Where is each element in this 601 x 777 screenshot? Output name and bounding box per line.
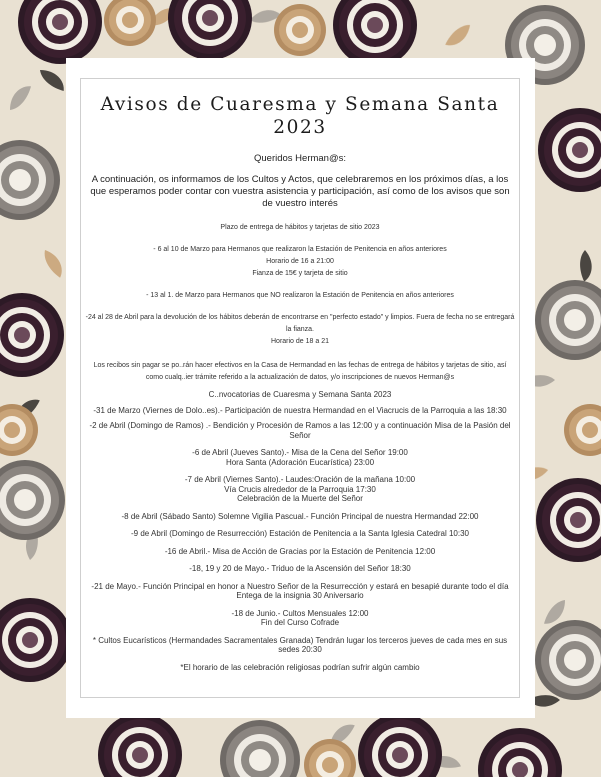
event-line: Celebración de la Muerte del Señor <box>237 494 363 503</box>
event-item <box>83 406 517 416</box>
habits-heading: Plazo de entrega de hábitos y tarjetas de sitio 2023 <box>220 224 380 231</box>
event-line: * Cultos Eucarísticos (Hermandades Sacramentales Granada) Tendrán lugar los terceros jueves de cada mes en sus sedes 20:30 <box>92 635 508 654</box>
event-line: -16 de Abril.- Misa de Acción de Gracias por la Estación de Penitencia 12:00 <box>164 546 436 556</box>
notice-card <box>66 58 535 718</box>
event-line: Fin del Curso Cofrade <box>260 618 340 627</box>
event-item <box>83 609 517 628</box>
intro-paragraph: A continuación, os informamos de los Cultos y Actos, que celebraremos en los próximos días, a los que esperamos poder contar con vuestra asistencia y participación, así como de los avisos que son de vuestro interés <box>90 174 510 209</box>
event-line: -18 de Junio.- Cultos Mensuales 12:00 <box>231 608 369 618</box>
event-line: *El horario de las celebración religiosas podrían sufrir algún cambio <box>180 662 420 672</box>
event-line: -6 de Abril (Jueves Santo).- Misa de la Cena del Señor 19:00 <box>192 448 408 457</box>
habits-block-1 <box>81 244 519 280</box>
habits-block-3-line-1: -24 al 28 de Abril para la devolución de los hábitos deberán de encontrarse en "perfecto estado" y limpios. Fuera de fecha no se entregará la fianza. <box>85 314 515 333</box>
event-item <box>83 475 517 504</box>
event-line: -18, 19 y 20 de Mayo.- Triduo de la Ascensión del Señor 18:30 <box>189 564 411 573</box>
title-line-1: Avisos de Cuaresma y Semana Santa <box>100 94 500 115</box>
event-item <box>83 582 517 601</box>
event-item <box>83 448 517 467</box>
event-line: -8 de Abril (Sábado Santo) Solemne Vigilia Pascual.- Función Principal de nuestra Hermandad 22:00 <box>121 511 479 521</box>
page-title <box>85 93 515 139</box>
habits-block-3-line-2: Horario de 18 a 21 <box>271 338 329 345</box>
habits-block-2 <box>81 290 519 302</box>
event-line: -21 de Mayo.- Función Principal en honor a Nuestro Señor de la Resurrección y estará en besapié durante todo el día <box>91 581 509 591</box>
habits-block-3 <box>81 312 519 348</box>
event-line: -31 de Marzo (Viernes de Dolo..es).- Participación de nuestra Hermandad en el Viacrucis de la Parroquia a las 18:30 <box>93 405 507 415</box>
event-line: -2 de Abril (Domingo de Ramos) .- Bendición y Procesión de Ramos a las 12:00 y a continuación Misa de la Pasión del Señor <box>89 421 511 440</box>
event-item <box>83 564 517 574</box>
event-item <box>83 421 517 440</box>
habits-block-2-line-1: - 13 al 1. de Marzo para Hermanos que NO realizaron la Estación de Penitencia en años anteriores <box>146 292 454 299</box>
habits-block-1-line-3: Fianza de 15€ y tarjeta de sitio <box>252 270 348 277</box>
event-item <box>83 529 517 539</box>
event-line: Entega de la insignia 30 Aniversario <box>236 591 364 600</box>
event-item <box>83 636 517 655</box>
event-line: -7 de Abril (Viernes Santo).- Laudes:Oración de la mañana 10:00 <box>184 475 416 484</box>
convocatorias-heading: C..nvocatorias de Cuaresma y Semana Santa 2023 <box>208 390 392 399</box>
event-line: -9 de Abril (Domingo de Resurrección) Estación de Penitencia a la Santa Iglesia Catedral 10:30 <box>131 529 469 538</box>
habits-block-1-line-1: - 6 al 10 de Marzo para Hermanos que realizaron la Estación de Penitencia en años anteriores <box>153 246 447 253</box>
event-item <box>83 547 517 557</box>
receipts-paragraph: Los recibos sin pagar se po..rán hacer efectivos en la Casa de Hermandad en las fechas de entrega de hábitos y tarjetas de sitio, así como cualq..ier trámite referido a la actualización de datos, y/o inscripciones de nuevos Herman@s <box>93 362 507 381</box>
event-item <box>83 512 517 522</box>
habits-block-1-line-2: Horario de 16 a 21:00 <box>266 258 334 265</box>
events-list <box>81 406 519 673</box>
notice-frame <box>80 78 520 698</box>
event-item <box>83 663 517 673</box>
greeting: Queridos Herman@s: <box>253 153 346 164</box>
title-line-2: 2023 <box>273 117 327 138</box>
event-line: Hora Santa (Adoración Eucarística) 23:00 <box>225 457 375 467</box>
event-line: Vía Crucis alrededor de la Parroquia 17:30 <box>224 484 376 494</box>
